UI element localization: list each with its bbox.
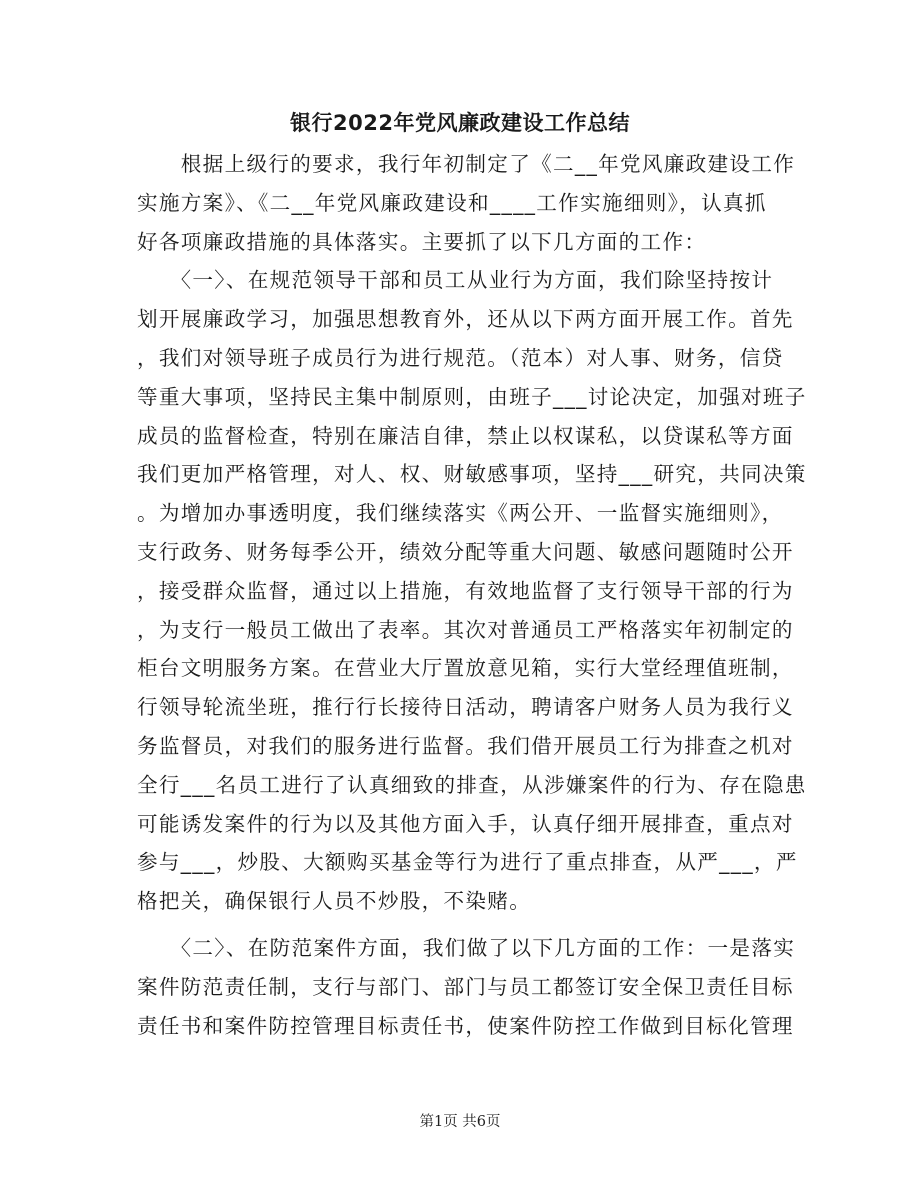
text-line: 案件防范责任制，支行与部门、部门与员工都签订安全保卫责任目标	[137, 974, 794, 999]
document-body	[137, 145, 807, 1045]
text-line: 成员的监督检查，特别在廉洁自律，禁止以权谋私，以贷谋私等方面	[137, 423, 794, 448]
text-line: 好各项廉政措施的具体落实。主要抓了以下几方面的工作：	[137, 229, 707, 254]
text-line: ，我们对领导班子成员行为进行规范。（范本）对人事、财务，信贷	[137, 345, 784, 370]
text-line: 全行___名员工进行了认真细致的排查，从涉嫌案件的行为、存在隐患	[137, 772, 807, 797]
text-line: 行领导轮流坐班，推行行长接待日活动，聘请客户财务人员为我行义	[137, 695, 794, 720]
text-line: 可能诱发案件的行为以及其他方面入手，认真仔细开展排查，重点对	[137, 811, 794, 836]
text-line: 柜台文明服务方案。在营业大厅置放意见箱，实行大堂经理值班制，	[137, 656, 794, 681]
text-line: 等重大事项，坚持民主集中制原则，由班子___讨论决定，加强对班子	[137, 384, 807, 409]
text-line: 划开展廉政学习，加强思想教育外，还从以下两方面开展工作。首先	[137, 307, 794, 332]
text-line: 〈二〉、在防范案件方面，我们做了以下几方面的工作：一是落实	[137, 935, 796, 960]
text-line: 参与___，炒股、大额购买基金等行为进行了重点排查，从严___，严	[137, 850, 798, 875]
text-line: 。为增加办事透明度，我们继续落实《两公开、一监督实施细则》，	[137, 501, 784, 526]
text-line: ，为支行一般员工做出了表率。其次对普通员工严格落实年初制定的	[137, 617, 794, 642]
document-title: 银行2022年党风廉政建设工作总结	[290, 111, 630, 135]
text-line: 支行政务、财务每季公开，绩效分配等重大问题、敏感问题随时公开	[137, 539, 794, 564]
text-line: 责任书和案件防控管理目标责任书，使案件防控工作做到目标化管理	[137, 1013, 794, 1038]
text-line: 〈一〉、在规范领导干部和员工从业行为方面，我们除坚持按计	[137, 268, 774, 293]
text-line: 实施方案》、《二__年党风廉政建设和____工作实施细则》，认真抓	[137, 190, 767, 215]
text-line: 我们更加严格管理，对人、权、财敏感事项，坚持___研究，共同决策	[137, 462, 807, 487]
page-number: 第1页 共6页	[419, 1114, 501, 1130]
text-line: ，接受群众监督，通过以上措施，有效地监督了支行领导干部的行为	[137, 578, 794, 603]
text-line: 格把关，确保银行人员不炒股，不染赌。	[137, 889, 532, 914]
text-line: 根据上级行的要求，我行年初制定了《二__年党风廉政建设工作	[137, 152, 796, 176]
text-line: 务监督员，对我们的服务进行监督。我们借开展员工行为排查之机对	[137, 733, 794, 758]
